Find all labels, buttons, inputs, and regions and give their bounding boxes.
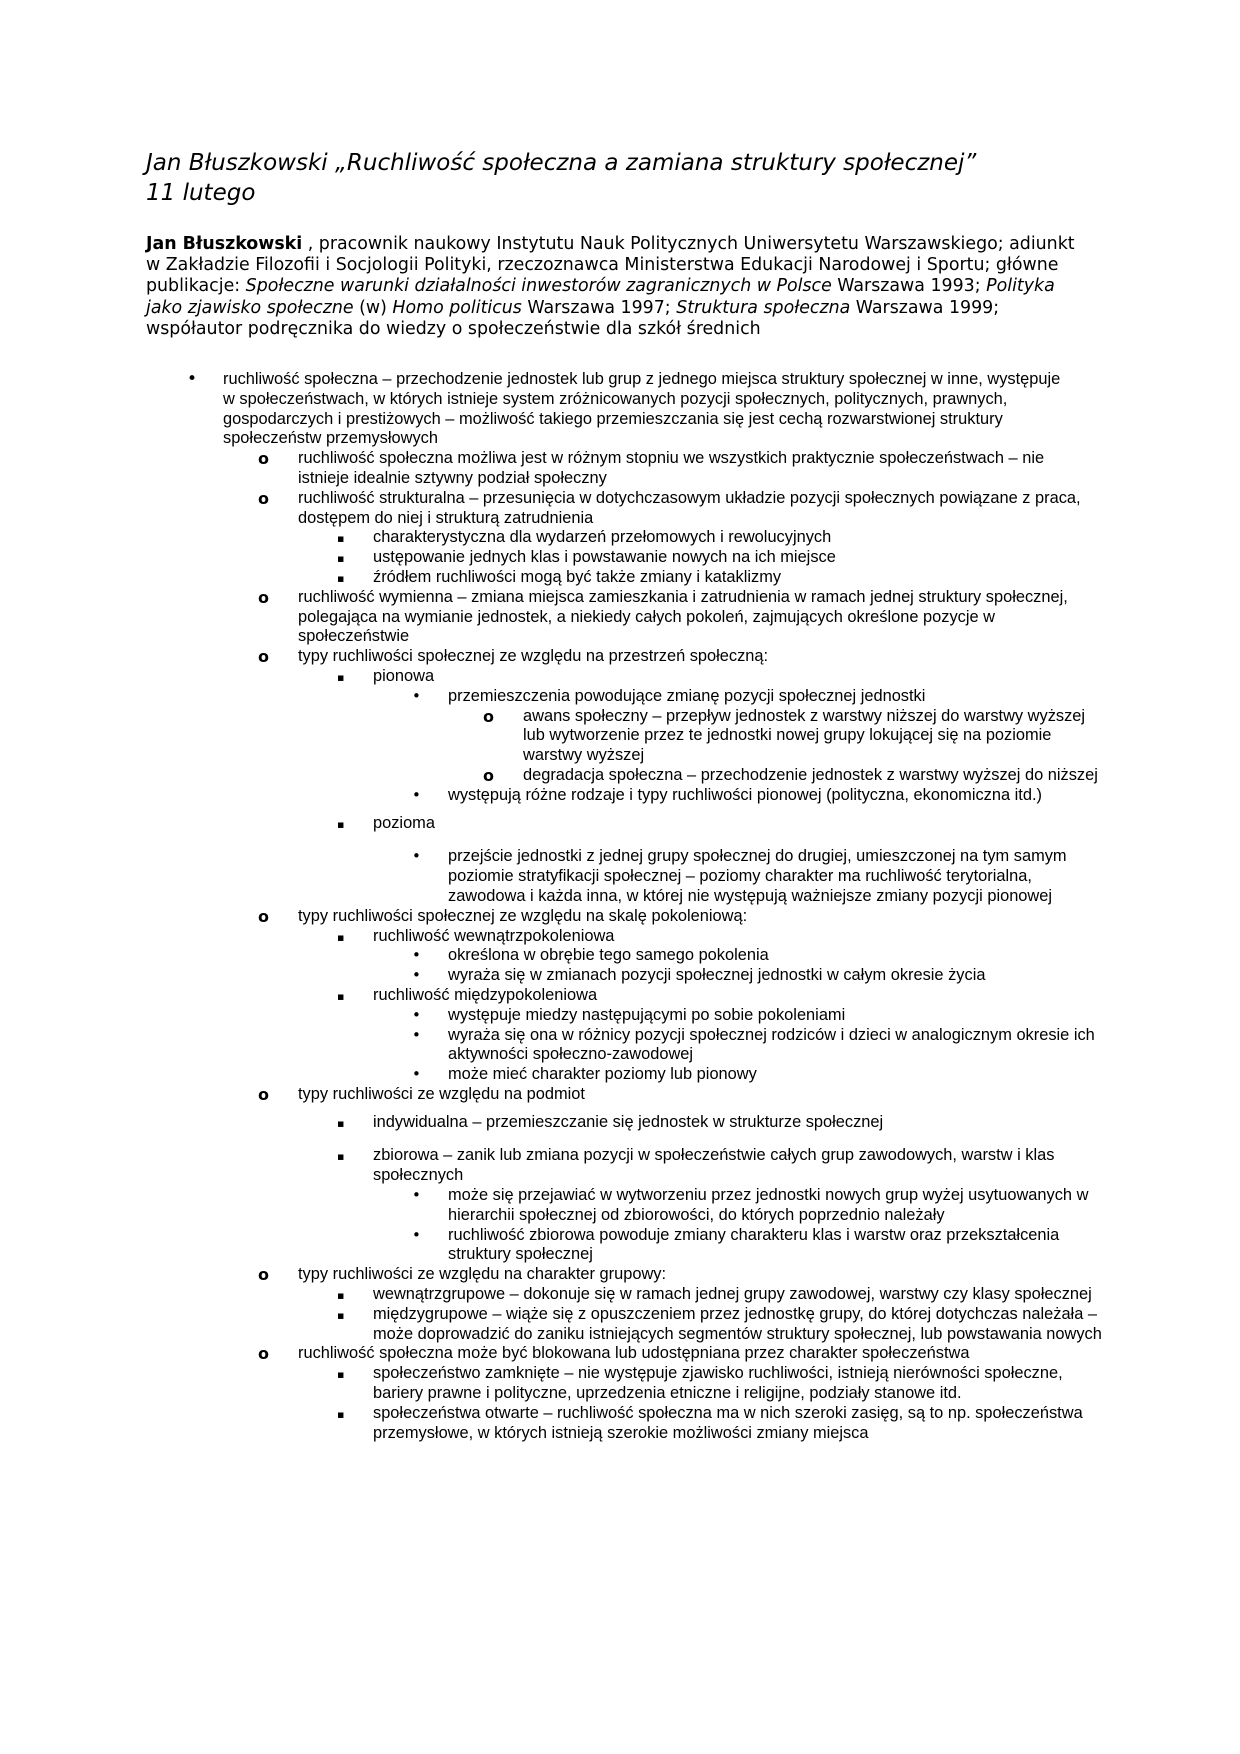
outline-item-text: charakterystyczna dla wydarzeń przełomowych i rewolucyjnych <box>373 528 832 547</box>
outline-item-level-3 <box>337 1146 1103 1186</box>
document-title <box>146 148 1146 208</box>
outline-item-level-3 <box>337 985 1103 1006</box>
outline-item-level-2 <box>258 906 1088 927</box>
outline-item-level-2 <box>258 1084 1088 1105</box>
square-marker-icon: ▪ <box>337 1289 345 1303</box>
bullet-marker-icon: • <box>412 1186 421 1205</box>
outline-item-text: ruchliwość wewnątrzpokoleniowa <box>373 926 615 945</box>
title-line-2: 11 lutego <box>146 180 256 206</box>
outline-item-text: może mieć charakter poziomy lub pionowy <box>448 1065 757 1084</box>
outline-item-level-4 <box>412 1225 1098 1266</box>
outline-item-level-3 <box>337 813 1103 834</box>
outline-item-level-1 <box>187 369 1073 449</box>
outline-list <box>0 370 1240 1443</box>
outline-item-text: ruchliwość społeczna – przechodzenie jednostek lub grup z jednego miejsca struktury społecznej w inne, występuje w społeczeństwach, w których istnieje system zróżnicowanych pozycji społecznych, politycznych, prawnych, gospodarczych i prestiżowych – możliwość takiego przemieszczania się jest cechą rozwarstwionej struktury społeczeństw przemysłowych <box>223 370 1061 448</box>
bullet-marker-icon: • <box>412 785 421 804</box>
bio-text: Warszawa 1997; <box>521 297 677 318</box>
outline-item-level-3 <box>337 1403 1103 1444</box>
outline-item-text: pozioma <box>373 813 435 832</box>
square-marker-icon: ▪ <box>337 930 345 944</box>
circle-marker-icon: o <box>258 1084 269 1104</box>
square-marker-icon: ▪ <box>337 532 345 546</box>
square-marker-icon: ▪ <box>337 571 345 585</box>
outline-item-level-2 <box>258 488 1088 529</box>
square-marker-icon: ▪ <box>337 1116 345 1130</box>
bullet-marker-icon: • <box>412 1025 421 1044</box>
square-marker-icon: ▪ <box>337 552 345 566</box>
outline-item-level-3 <box>337 528 1103 548</box>
outline-item-text: wyraża się w zmianach pozycji społecznej jednostki w całym okresie życia <box>448 966 986 985</box>
bullet-marker-icon: • <box>412 946 421 965</box>
circle-marker-icon: o <box>258 906 269 926</box>
outline-item-text: indywidualna – przemieszczanie się jednostek w strukturze społecznej <box>373 1112 884 1131</box>
bullet-marker-icon: • <box>412 1225 421 1244</box>
outline-item-text: może się przejawiać w wytworzeniu przez jednostki nowych grup wyżej usytuowanych w hierarchii społecznej od zbiorowości, do których poprzednio należały <box>448 1186 1089 1224</box>
circle-marker-icon: o <box>258 587 269 607</box>
circle-marker-icon: o <box>258 488 269 508</box>
outline-item-level-4 <box>412 1005 1098 1026</box>
outline-item-text: degradacja społeczna – przechodzenie jednostek z warstwy wyższej do niższej <box>523 765 1098 784</box>
title-line-1: Jan Błuszkowski „Ruchliwość społeczna a zamiana struktury społecznej” <box>146 150 977 176</box>
circle-marker-icon: o <box>258 647 269 667</box>
square-marker-icon: ▪ <box>337 1407 345 1421</box>
outline-item-level-4 <box>412 1186 1098 1226</box>
outline-item-text: ruchliwość międzypokoleniowa <box>373 985 598 1004</box>
outline-item-level-4 <box>412 785 1098 806</box>
outline-item-text: typy ruchliwości społecznej ze względu na przestrzeń społeczną: <box>298 647 769 666</box>
outline-item-level-5 <box>483 706 1098 766</box>
bio-text: Warszawa 1993; <box>831 276 987 297</box>
outline-item-level-3 <box>337 1304 1103 1345</box>
square-marker-icon: ▪ <box>337 1150 345 1164</box>
author-bio-paragraph <box>146 234 1086 340</box>
outline-item-level-3 <box>337 1285 1103 1305</box>
outline-item-level-3 <box>337 548 1103 568</box>
bio-text: Warszawa 1999; współautor podręcznika do wiedzy o społeczeństwie dla szkół średnich <box>146 297 1000 339</box>
outline-item-text: ruchliwość wymienna – zmiana miejsca zamieszkania i zatrudnienia w ramach jednej struktury społecznej, polegająca na wymianie jednostek, a niekiedy całych pokoleń, zajmujących określone pozycje w społeczeństwie <box>298 587 1068 646</box>
outline-item-text: zbiorowa – zanik lub zmiana pozycji w społeczeństwie całych grup zawodowych, warstw i klas społecznych <box>373 1146 1055 1185</box>
square-marker-icon: ▪ <box>337 1308 345 1322</box>
outline-item-text: ustępowanie jednych klas i powstawanie nowych na ich miejsce <box>373 548 836 567</box>
bullet-marker-icon: • <box>412 1065 421 1084</box>
bullet-marker-icon: • <box>412 847 421 866</box>
outline-item-level-2 <box>258 1265 1088 1285</box>
outline-item-level-3 <box>337 666 1103 687</box>
author-name: Jan Błuszkowski <box>146 234 303 254</box>
outline-item-level-3 <box>337 1364 1103 1404</box>
square-marker-icon: ▪ <box>337 817 345 831</box>
outline-item-text: ruchliwość strukturalna – przesunięcia w dotychczasowym układzie pozycji społecznych powiązane z praca, dostępem do niej i strukturą zatrudnienia <box>298 488 1081 527</box>
outline-item-text: typy ruchliwości ze względu na podmiot <box>298 1084 585 1103</box>
outline-item-level-4 <box>412 847 1098 906</box>
outline-item-level-3 <box>337 926 1103 947</box>
outline-item-level-2 <box>258 587 1088 647</box>
publication-title: Polityka jako zjawisko społeczne <box>146 276 1055 318</box>
outline-item-level-2 <box>258 1344 1088 1364</box>
publication-title: Struktura społeczna <box>676 297 851 318</box>
square-marker-icon: ▪ <box>337 989 345 1003</box>
outline-item-level-3 <box>337 1112 1103 1133</box>
outline-item-text: występuje miedzy następującymi po sobie pokoleniami <box>448 1005 846 1024</box>
bullet-marker-icon: • <box>187 369 198 389</box>
bullet-marker-icon: • <box>412 1005 421 1024</box>
bullet-marker-icon: • <box>412 686 421 705</box>
outline-item-text: międzygrupowe – wiąże się z opuszczeniem przez jednostkę grupy, do której dotychczas należała – może doprowadzić do zaniku istniejących segmentów struktury społecznej, lub powstawania nowych <box>373 1304 1102 1343</box>
outline-item-level-5 <box>483 765 1098 786</box>
outline-item-text: ruchliwość społeczna możliwa jest w różnym stopniu we wszystkich praktycznie społeczeństwach – nie istnieje idealnie sztywny podział społeczny <box>298 449 1045 487</box>
outline-item-level-4 <box>412 966 1098 986</box>
outline-item-level-4 <box>412 1065 1098 1085</box>
square-marker-icon: ▪ <box>337 1368 345 1382</box>
outline-item-text: przejście jednostki z jednej grupy społecznej do drugiej, umieszczonej na tym samym poziomie stratyfikacji społecznej – poziomy charakter ma ruchliwość terytorialna, zawodowa i każda inna, w której nie występują ważniejsze zmiany pozycji pionowej <box>448 847 1067 905</box>
outline-item-text: ruchliwość społeczna może być blokowana lub udostępniana przez charakter społeczeństwa <box>298 1344 970 1363</box>
outline-item-text: wewnątrzgrupowe – dokonuje się w ramach jednej grupy zawodowej, warstwy czy klasy społecznej <box>373 1285 1092 1304</box>
outline-item-level-2 <box>258 449 1088 489</box>
square-marker-icon: ▪ <box>337 670 345 684</box>
outline-item-level-2 <box>258 647 1088 667</box>
outline-item-text: przemieszczenia powodujące zmianę pozycji społecznej jednostki <box>448 686 926 705</box>
outline-item-text: społeczeństwa otwarte – ruchliwość społeczna ma w nich szeroki zasięg, są to np. społeczeństwa przemysłowe, w których istnieją szerokie możliwości zmiany miejsca <box>373 1403 1083 1442</box>
circle-marker-icon: o <box>483 706 494 726</box>
outline-item-text: występują różne rodzaje i typy ruchliwości pionowej (polityczna, ekonomiczna itd.) <box>448 785 1042 804</box>
circle-marker-icon: o <box>258 1344 269 1364</box>
outline-item-text: ruchliwość zbiorowa powoduje zmiany charakteru klas i warstw oraz przekształcenia struktury społecznej <box>448 1225 1060 1264</box>
outline-item-text: pionowa <box>373 666 435 685</box>
outline-item-text: wyraża się ona w różnicy pozycji społecznej rodziców i dzieci w analogicznym okresie ich aktywności społeczno-zawodowej <box>448 1025 1095 1064</box>
bio-text: , pracownik naukowy Instytutu Nauk Politycznych Uniwersytetu Warszawskiego; adiunkt w Zakładzie Filozofii i Socjologii Polityki, rzeczoznawca Ministerstwa Edukacji Narodowej i Sportu; główne publikacje: <box>146 234 1075 297</box>
publication-title: Homo politicus <box>392 297 522 318</box>
outline-item-level-4 <box>412 946 1098 966</box>
outline-item-level-4 <box>412 686 1098 707</box>
publication-title: Społeczne warunki działalności inwestorów zagranicznych w Polsce <box>245 276 832 297</box>
outline-item-level-4 <box>412 1025 1098 1066</box>
bio-text: (w) <box>353 297 393 318</box>
outline-item-level-3 <box>337 567 1103 588</box>
outline-item-text: awans społeczny – przepływ jednostek z warstwy niższej do warstwy wyższej lub wytworzenie przez te jednostki nowej grupy lokującej się na poziomie warstwy wyższej <box>523 706 1086 765</box>
outline-item-text: określona w obrębie tego samego pokolenia <box>448 946 769 965</box>
outline-item-text: źródłem ruchliwości mogą być także zmiany i kataklizmy <box>373 567 782 586</box>
circle-marker-icon: o <box>258 1265 269 1285</box>
outline-item-text: społeczeństwo zamknięte – nie występuje zjawisko ruchliwości, istnieją nierówności społeczne, bariery prawne i polityczne, uprzedzenia etniczne i religijne, podziały stanowe itd. <box>373 1364 1063 1403</box>
circle-marker-icon: o <box>258 449 269 469</box>
circle-marker-icon: o <box>483 765 494 785</box>
outline-item-text: typy ruchliwości społecznej ze względu na skalę pokoleniową: <box>298 906 748 925</box>
bullet-marker-icon: • <box>412 966 421 985</box>
outline-item-text: typy ruchliwości ze względu na charakter grupowy: <box>298 1265 667 1284</box>
